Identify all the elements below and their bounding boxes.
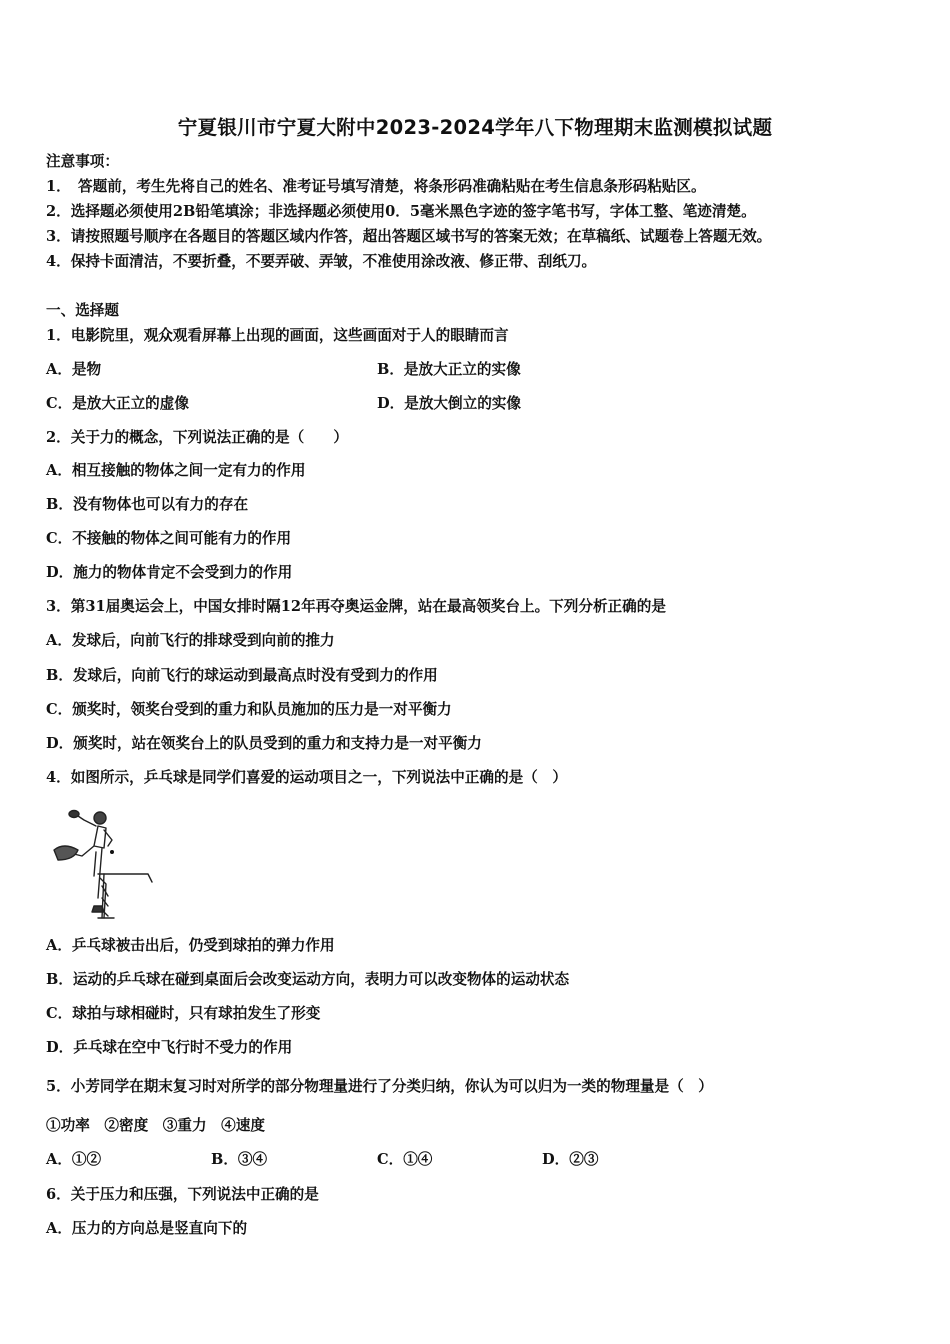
q3-stem: 3．第31届奥运会上，中国女排时隔12年再夺奥运金牌，站在最高领奖台上。下列分析正确的是 — [46, 598, 666, 615]
q4-option-a: A．乒乓球被击出后，仍受到球拍的弹力作用 — [46, 937, 335, 954]
notice-item-4: 4．保持卡面清洁，不要折叠，不要弄破、弄皱，不准使用涂改液、修正带、刮纸刀。 — [46, 253, 597, 270]
q1-option-c: C．是放大正立的虚像 — [46, 395, 189, 412]
notice-item-1: 1． 答题前，考生先将自己的姓名、准考证号填写清楚，将条形码准确粘贴在考生信息条形码粘贴区。 — [46, 178, 706, 195]
q3-option-b: B．发球后，向前飞行的球运动到最高点时没有受到力的作用 — [46, 667, 438, 684]
q2-stem: 2．关于力的概念，下列说法正确的是（ ） — [46, 429, 349, 446]
q2-option-b: B．没有物体也可以有力的存在 — [46, 496, 249, 513]
q4-stem: 4．如图所示，乒乓球是同学们喜爱的运动项目之一，下列说法中正确的是（ ） — [46, 769, 567, 786]
q1-option-d: D．是放大倒立的实像 — [377, 395, 522, 412]
q5-items: ①功率 ②密度 ③重力 ④速度 — [46, 1117, 265, 1134]
q1-option-b: B．是放大正立的实像 — [377, 361, 521, 378]
notice-item-3: 3．请按照题号顺序在各题目的答题区域内作答，超出答题区域书写的答案无效；在草稿纸、试题卷上答题无效。 — [46, 228, 772, 245]
section-heading: 一、选择题 — [46, 302, 119, 319]
q2-option-c: C．不接触的物体之间可能有力的作用 — [46, 530, 292, 547]
q4-option-d: D．乒乓球在空中飞行时不受力的作用 — [46, 1039, 293, 1056]
q5-option-b: B．③④ — [211, 1151, 268, 1168]
q6-stem: 6．关于压力和压强，下列说法中正确的是 — [46, 1186, 319, 1203]
q6-option-a: A．压力的方向总是竖直向下的 — [46, 1220, 248, 1237]
notice-heading: 注意事项： — [46, 153, 119, 170]
q3-option-d: D．颁奖时，站在领奖台上的队员受到的重力和支持力是一对平衡力 — [46, 735, 482, 752]
notice-item-2: 2．选择题必须使用2B铅笔填涂；非选择题必须使用0．5毫米黑色字迹的签字笔书写，字体工整、笔迹清楚。 — [46, 203, 756, 220]
q5-option-a: A．①② — [46, 1151, 102, 1168]
q2-option-d: D．施力的物体肯定不会受到力的作用 — [46, 564, 293, 581]
q1-stem: 1．电影院里，观众观看屏幕上出现的画面，这些画面对于人的眼睛而言 — [46, 327, 509, 344]
q5-option-c: C．①④ — [377, 1151, 433, 1168]
q5-stem: 5．小芳同学在期末复习时对所学的部分物理量进行了分类归纳，你认为可以归为一类的物理量是（ ） — [46, 1078, 713, 1095]
ping-pong-player-figure — [44, 806, 156, 926]
q1-option-a: A．是物 — [46, 361, 102, 378]
q3-option-c: C．颁奖时，领奖台受到的重力和队员施加的压力是一对平衡力 — [46, 701, 452, 718]
q4-option-b: B．运动的乒乓球在碰到桌面后会改变运动方向，表明力可以改变物体的运动状态 — [46, 971, 570, 988]
q5-option-d: D．②③ — [542, 1151, 599, 1168]
page-title: 宁夏银川市宁夏大附中2023-2024学年八下物理期末监测模拟试题 — [177, 116, 773, 139]
q4-option-c: C．球拍与球相碰时，只有球拍发生了形变 — [46, 1005, 321, 1022]
q3-option-a: A．发球后，向前飞行的排球受到向前的推力 — [46, 632, 335, 649]
q2-option-a: A．相互接触的物体之间一定有力的作用 — [46, 462, 306, 479]
